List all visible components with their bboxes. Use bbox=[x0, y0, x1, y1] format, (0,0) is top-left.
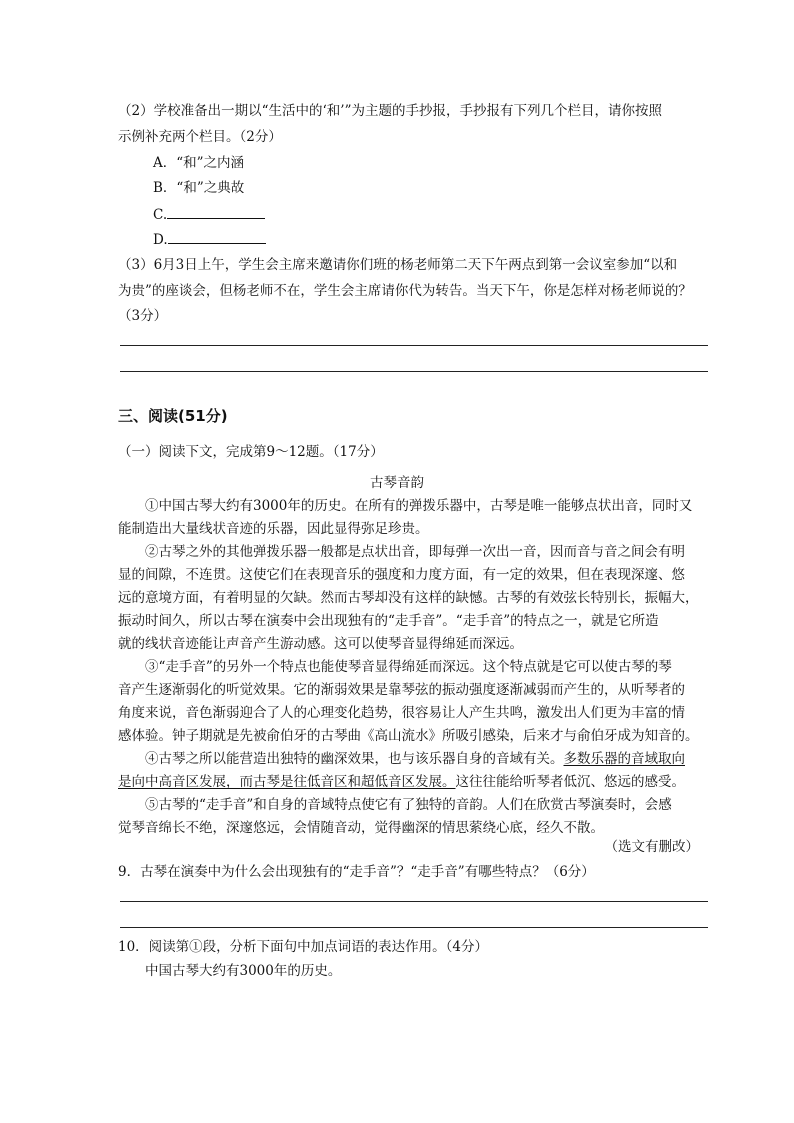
para5-line1: ⑤古琴的“走手音”和自身的音域特点使它有了独特的音韵。人们在欣赏古琴演奏时，会感 bbox=[145, 797, 672, 813]
para5-line2: 觉琴音绵长不绝，深邃悠远，会情随音动，觉得幽深的情思萦绕心底，经久不散。 bbox=[118, 820, 604, 836]
answer-line-q3-1[interactable] bbox=[120, 345, 708, 346]
answer-line-q9-2[interactable] bbox=[120, 927, 708, 928]
para4-underlined-text-2: 是向中高音区发展，而古琴是往低音区和超低音区发展。 bbox=[118, 774, 456, 790]
answer-line-q3-2[interactable] bbox=[120, 371, 708, 372]
question-10: 10．阅读第①段，分析下面句中加点词语的表达作用。（4分） bbox=[118, 939, 489, 955]
para3-line1: ③“走手音”的另外一个特点也能使琴音显得绵延而深远。这个特点就是它可以使古琴的琴 bbox=[145, 659, 672, 675]
q2-option-b: B．“和”之典故 bbox=[153, 180, 245, 196]
para3-line4: 感体验。钟子期就是先被俞伯牙的古琴曲《高山流水》所吸引感染，后来才与俞伯牙成为知音的。 bbox=[118, 728, 699, 744]
para4-line1 bbox=[145, 749, 685, 769]
q3-line2: 为贵”的座谈会，但杨老师不在，学生会主席请你代为转告。当天下午，你是怎样对杨老师说的？ bbox=[118, 283, 692, 299]
question-10-sentence: 中国古琴大约有3000年的历史。 bbox=[145, 963, 342, 979]
q2-option-a: A．“和”之内涵 bbox=[153, 155, 245, 171]
para2-line4: 振动时间久，所以古琴在演奏中会出现独有的“走手音”。“走手音”的特点之一，就是它所造 bbox=[118, 613, 659, 629]
para2-line2: 显的间隙，不连贯。这使它们在表现音乐的强度和力度方面，有一定的效果，但在表现深邃、悠 bbox=[118, 567, 685, 583]
q2-option-d-label: D. bbox=[153, 232, 168, 248]
q3-line1: （3）6月3日上午，学生会主席来邀请你们班的杨老师第二天下午两点到第一会议室参加“以和 bbox=[118, 257, 678, 273]
para1-line2: 能制造出大量线状音迹的乐器，因此显得弥足珍贵。 bbox=[118, 521, 429, 537]
q2-line1: （2）学校准备出一期以“生活中的‘和’”为主题的手抄报，手抄报有下列几个栏目，请你按照 bbox=[118, 103, 662, 119]
q3-line3: （3分） bbox=[118, 308, 168, 324]
subsection-heading: （一）阅读下文，完成第9～12题。（17分） bbox=[118, 444, 384, 460]
q2-option-c bbox=[153, 204, 265, 225]
para1-line1: ①中国古琴大约有3000年的历史。在所有的弹拨乐器中，古琴是唯一能够点状出音，同时又 bbox=[145, 498, 693, 514]
para4-underlined-text-1: 多数乐器的音域取向 bbox=[563, 751, 685, 767]
q2-option-d bbox=[153, 229, 266, 250]
source-note: （选文有删改） bbox=[604, 839, 699, 855]
para2-line3: 远的意境方面，有着明显的欠缺。然而古琴却没有这样的缺憾。古琴的有效弦长特别长，振幅大， bbox=[118, 590, 699, 606]
article-title: 古琴音韵 bbox=[370, 475, 424, 491]
para4-line1-text: ④古琴之所以能营造出独特的幽深效果，也与该乐器自身的音域有关。 bbox=[145, 751, 564, 767]
question-9: 9．古琴在演奏中为什么会出现独有的“走手音”？“走手音”有哪些特点？（6分） bbox=[118, 864, 595, 880]
answer-blank-d[interactable] bbox=[168, 229, 266, 244]
para4-line2-text: 这往往能给听琴者低沉、悠远的感受。 bbox=[455, 774, 685, 790]
answer-blank-c[interactable] bbox=[167, 204, 265, 219]
q2-option-c-label: C. bbox=[153, 207, 168, 223]
para2-line1: ②古琴之外的其他弹拨乐器一般都是点状出音，即每弹一次出一音，因而音与音之间会有明 bbox=[145, 544, 685, 560]
para3-line3: 角度来说，音色渐弱迎合了人的心理变化趋势，很容易让人产生共鸣，激发出人们更为丰富的情 bbox=[118, 705, 685, 721]
para3-line2: 音产生逐渐弱化的听觉效果。它的渐弱效果是靠琴弦的振动强度逐渐减弱而产生的，从听琴者的 bbox=[118, 682, 685, 698]
para2-line5: 就的线状音迹能让声音产生游动感。这可以使琴音显得绵延而深远。 bbox=[118, 636, 523, 652]
answer-line-q9-1[interactable] bbox=[120, 901, 708, 902]
section-heading: 三、阅读(51分) bbox=[118, 407, 228, 425]
para4-line2 bbox=[118, 772, 685, 792]
q2-line2: 示例补充两个栏目。（2分） bbox=[118, 129, 282, 145]
